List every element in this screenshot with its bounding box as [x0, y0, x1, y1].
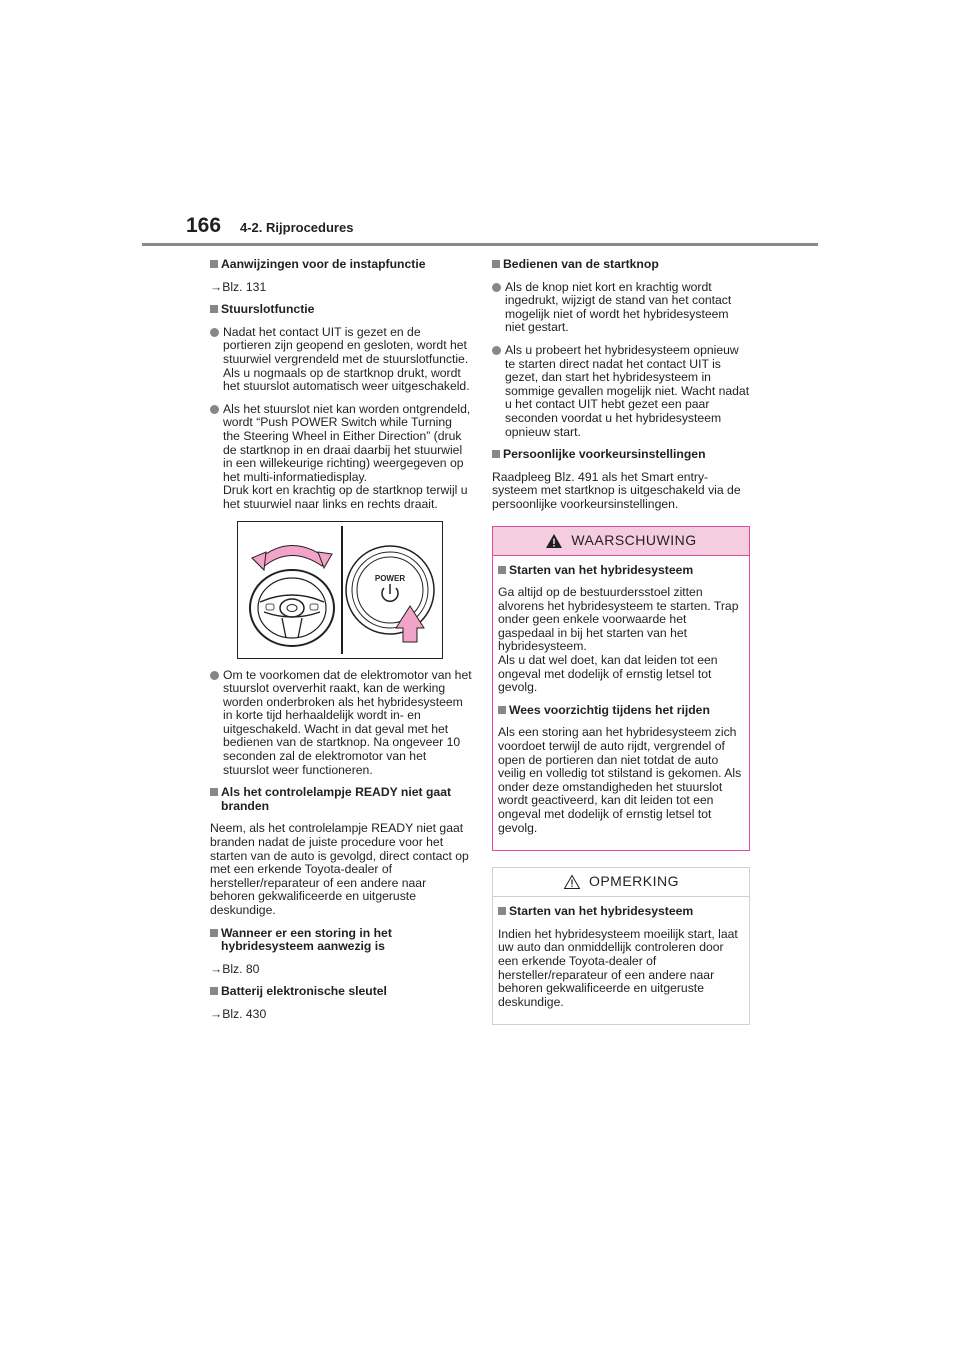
ref-batterij [210, 1008, 472, 1022]
ref-storing [210, 963, 472, 977]
arrow-ref-icon: → [210, 961, 223, 976]
warning-para-2: Als een storing aan het hybridesysteem zich voordoet terwijl de auto rijdt, vergrendel of open de portieren dan niet totdat de auto veilig en volledig tot stilstand is gekomen. Als onder deze omstandigheden het stuurslot wordt geactiveerd, kan dit leiden tot een ongeval met dodelijk of ernstig letsel tot gevolg. [498, 725, 742, 835]
warning-para-1-text: Ga altijd op de bestuurdersstoel zitten alvorens het hybridesysteem te starten. Trap onder geen enkele voorwaarde het gaspedaal in bij het starten van het hybridesysteem. [498, 585, 739, 654]
bullet-bedienen-1: Als de knop niet kort en krachtig wordt ingedrukt, wijzigt de stand van het contact mogelijk niet of wordt het hybridesysteem niet gestart. [492, 281, 750, 335]
warning-title: WAARSCHUWING [571, 531, 697, 548]
heading-stuurslot: Stuurslotfunctie [210, 303, 472, 317]
bullet-stuurslot-3: Om te voorkomen dat de elektromotor van het stuurslot oververhit raakt, kan de werking worden onderbroken als het hybridesysteem in korte tijd herhaaldelijk wordt in- en uitgeschakeld. Wacht in dat geval met het bedienen van de startknop. Na ongeveer 10 seconden zal de elektromotor van het stuurslot weer functioneren. [210, 669, 472, 778]
para-persoonlijk: Raadpleeg Blz. 491 als het Smart entry-systeem met startknop is uitgeschakeld via de persoonlijke voorkeursinstellingen. [492, 469, 741, 511]
heading-bedienen: Bedienen van de startknop [492, 258, 750, 272]
press-arrow-icon [396, 606, 424, 642]
turn-arrow-icon [252, 545, 332, 570]
bullet-bedienen-2: Als u probeert het hybridesysteem opnieuw te starten direct nadat het contact UIT is gezet, dan start het hybridesysteem in sommige gevallen mogelijk niet. Wacht nadat u het contact UIT hebt gezet een paar seconden voordat u het hybridesysteem opnieuw start. [492, 344, 750, 439]
note-header [493, 868, 749, 897]
caution-triangle-icon [563, 874, 581, 890]
warning-heading-2: Wees voorzichtig tijdens het rijden [498, 704, 744, 718]
heading-batterij: Batterij elektronische sleutel [210, 985, 472, 999]
warning-para-1b-text: Als u dat wel doet, kan dat leiden tot een ongeval met dodelijk of ernstig letsel tot gevolg. [498, 653, 718, 695]
bullet-stuurslot-2 [210, 403, 472, 512]
right-column [492, 255, 750, 1025]
note-box [492, 867, 750, 1025]
heading-persoonlijk: Persoonlijke voorkeursinstellingen [492, 448, 750, 462]
heading-storing: Wanneer er een storing in het hybridesysteem aanwezig is [210, 927, 472, 954]
page-number: 166 [186, 214, 222, 237]
warning-para-1 [498, 586, 744, 695]
note-body [493, 897, 749, 1024]
note-title: OPMERKING [588, 873, 680, 890]
section-title: 4-2. Rijprocedures [240, 220, 354, 235]
arrow-ref-icon: → [210, 279, 223, 294]
arrow-ref-icon: → [210, 1006, 223, 1021]
left-column [210, 255, 472, 1031]
steering-power-illustration [238, 522, 442, 658]
bullet-stuurslot-1: Nadat het contact UIT is gezet en de portieren zijn geopend en gesloten, wordt het stuurwiel vergrendeld met de stuurslotfunctie. Als u nogmaals op de startknop drukt, wordt het stuurslot automatisch weer uitgeschakeld. [210, 326, 472, 394]
warning-body [493, 556, 749, 851]
note-heading-1: Starten van het hybridesysteem [498, 905, 744, 919]
note-para-1: Indien het hybridesysteem moeilijk start, laat uw auto dan onmiddellijk controleren door een erkende Toyota-dealer of hersteller/reparateur of een andere naar behoren gekwalificeerde en uitgeruste deskundige. [498, 926, 738, 1009]
bullet-stuurslot-2-text: Als het stuurslot niet kan worden ontgrendeld, wordt “Push POWER Switch while Turning the Steering Wheel in Either Direction” (druk de startknop in en draai daarbij het stuurwiel in een willekeurige richting) weergegeven op het multi-informatiedisplay. [223, 401, 471, 484]
ref-instap-text: Blz. 131 [222, 279, 267, 294]
heading-instap: Aanwijzingen voor de instapfunctie [210, 258, 472, 272]
steering-wheel-icon [250, 570, 334, 646]
bullet-stuurslot-2b-text: Druk kort en krachtig op de startknop terwijl u het stuurwiel naar links en rechts draait. [223, 483, 468, 511]
heading-ready: Als het controlelampje READY niet gaat branden [210, 786, 472, 813]
power-label: POWER [374, 573, 406, 583]
warning-heading-1: Starten van het hybridesysteem [498, 564, 744, 578]
ref-instap [210, 281, 472, 295]
ref-batterij-text: Blz. 430 [222, 1006, 267, 1021]
warning-header [493, 527, 749, 556]
steering-power-figure [237, 521, 443, 659]
ref-storing-text: Blz. 80 [222, 961, 260, 976]
power-button-icon [346, 546, 434, 634]
warning-triangle-icon [545, 533, 563, 549]
warning-box [492, 526, 750, 852]
para-ready: Neem, als het controlelampje READY niet gaat branden nadat de juiste procedure voor het starten van de auto is gevolgd, direct contact op met een erkende Toyota-dealer of hersteller/reparateur of een andere naar behoren gekwalificeerde en uitgeruste deskundige. [210, 821, 469, 917]
header-rule [142, 243, 818, 246]
